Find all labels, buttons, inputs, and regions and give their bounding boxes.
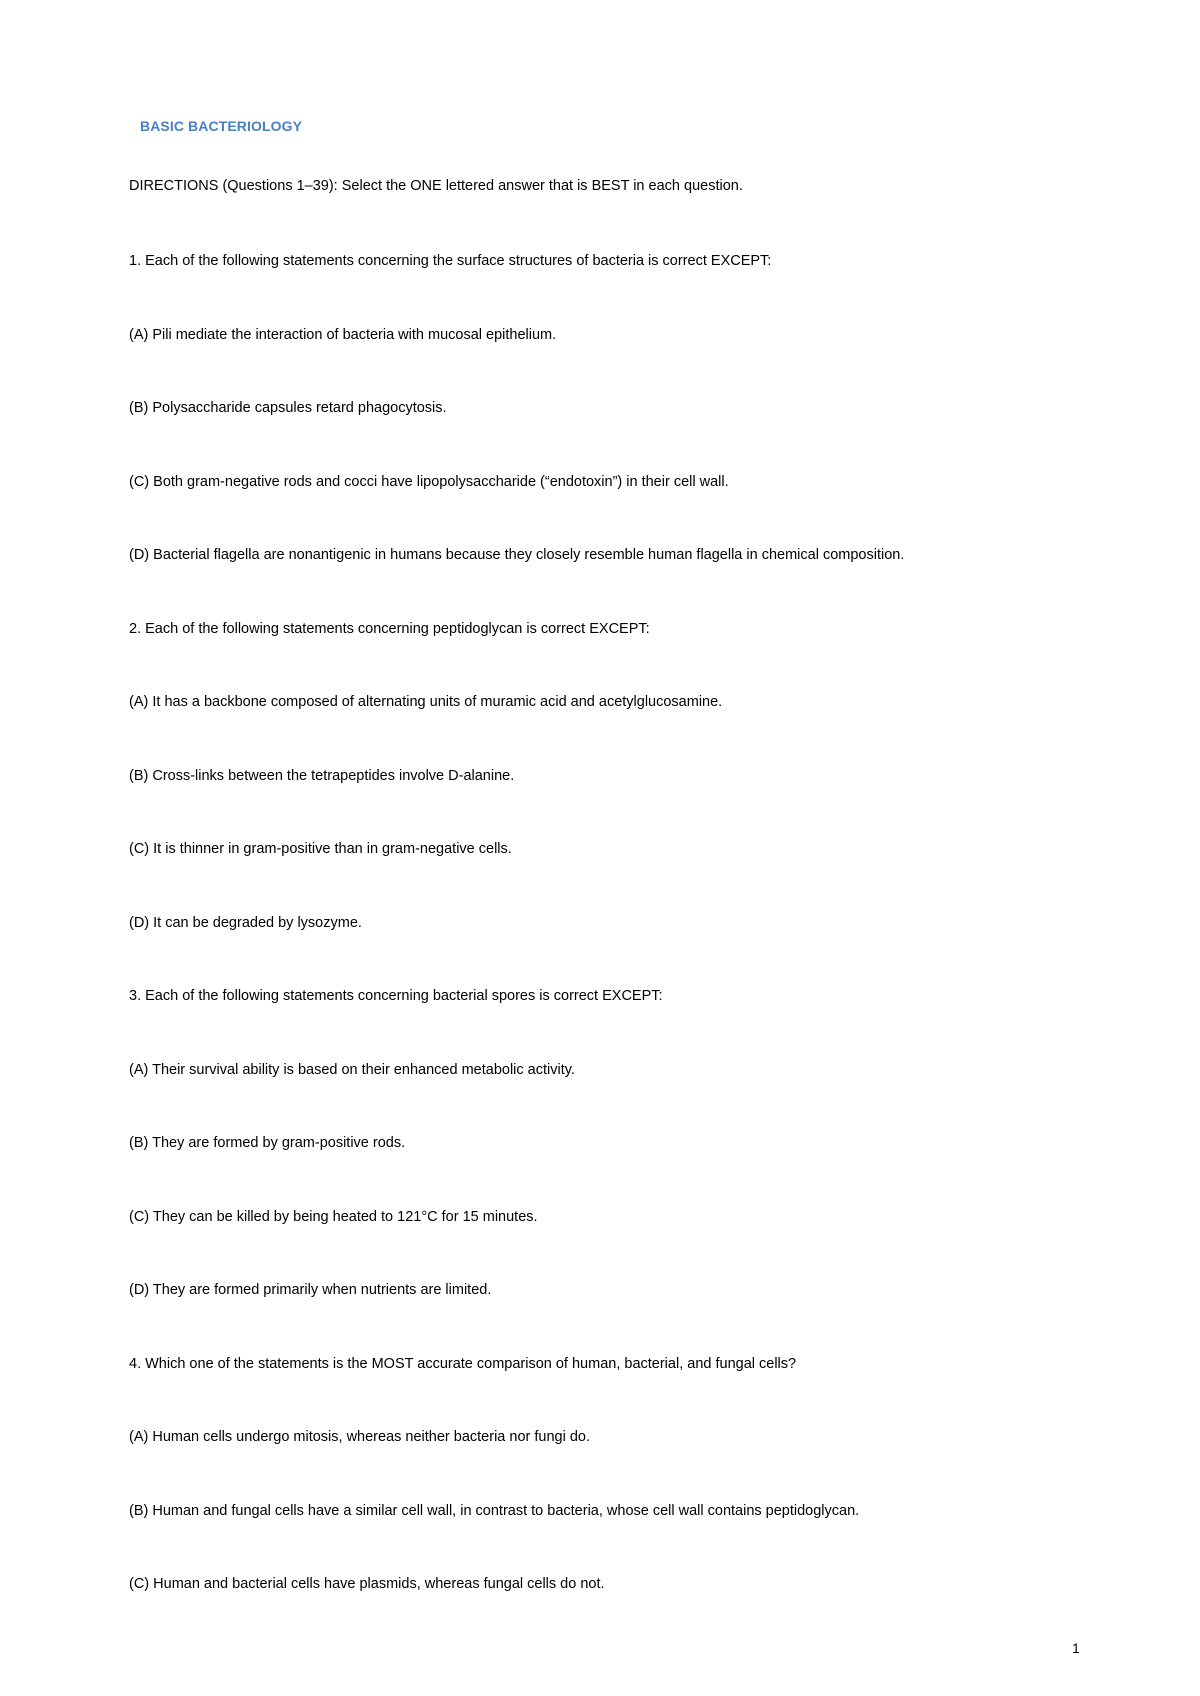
answer-option: (B) They are formed by gram-positive rods. (129, 1135, 406, 1151)
page-title: BASIC BACTERIOLOGY (140, 118, 303, 134)
answer-option: (C) They can be killed by being heated to 121°C for 15 minutes. (129, 1208, 538, 1225)
questions-list (129, 251, 1089, 1648)
answer-option: (D) It can be degraded by lysozyme. (129, 914, 362, 931)
answer-option: (B) Cross-links between the tetrapeptides involve D-alanine. (129, 767, 515, 784)
answer-option: (B) Polysaccharide capsules retard phagocytosis. (129, 400, 447, 416)
answer-option: (D) Bacterial flagella are nonantigenic in humans because they closely resemble human flagella in chemical composition. (129, 547, 905, 563)
question-stem: 4. Which one of the statements is the MOST accurate comparison of human, bacterial, and fungal cells? (129, 1355, 797, 1372)
page-number: 1 (1072, 1640, 1080, 1656)
answer-option: (B) Human and fungal cells have a similar cell wall, in contrast to bacteria, whose cell wall contains peptidoglycan. (129, 1502, 860, 1519)
question-stem: 1. Each of the following statements concerning the surface structures of bacteria is correct EXCEPT: (129, 253, 772, 269)
answer-option: (C) Human and bacterial cells have plasmids, whereas fungal cells do not. (129, 1576, 605, 1592)
answer-option: (C) Both gram-negative rods and cocci have lipopolysaccharide (“endotoxin”) in their cell wall. (129, 473, 729, 490)
answer-option: (A) Their survival ability is based on their enhanced metabolic activity. (129, 1061, 575, 1078)
answer-option: (D) They are formed primarily when nutrients are limited. (129, 1282, 492, 1298)
question-stem: 2. Each of the following statements concerning peptidoglycan is correct EXCEPT: (129, 620, 650, 637)
answer-option: (C) It is thinner in gram-positive than in gram-negative cells. (129, 841, 512, 857)
answer-option: (A) It has a backbone composed of alternating units of muramic acid and acetylglucosamine. (129, 694, 723, 710)
answer-option: (A) Pili mediate the interaction of bacteria with mucosal epithelium. (129, 326, 557, 343)
answer-option: (A) Human cells undergo mitosis, whereas neither bacteria nor fungi do. (129, 1429, 591, 1445)
question-stem: 3. Each of the following statements concerning bacterial spores is correct EXCEPT: (129, 988, 663, 1004)
directions-text: DIRECTIONS (Questions 1–39): Select the ONE lettered answer that is BEST in each question. (129, 178, 743, 194)
